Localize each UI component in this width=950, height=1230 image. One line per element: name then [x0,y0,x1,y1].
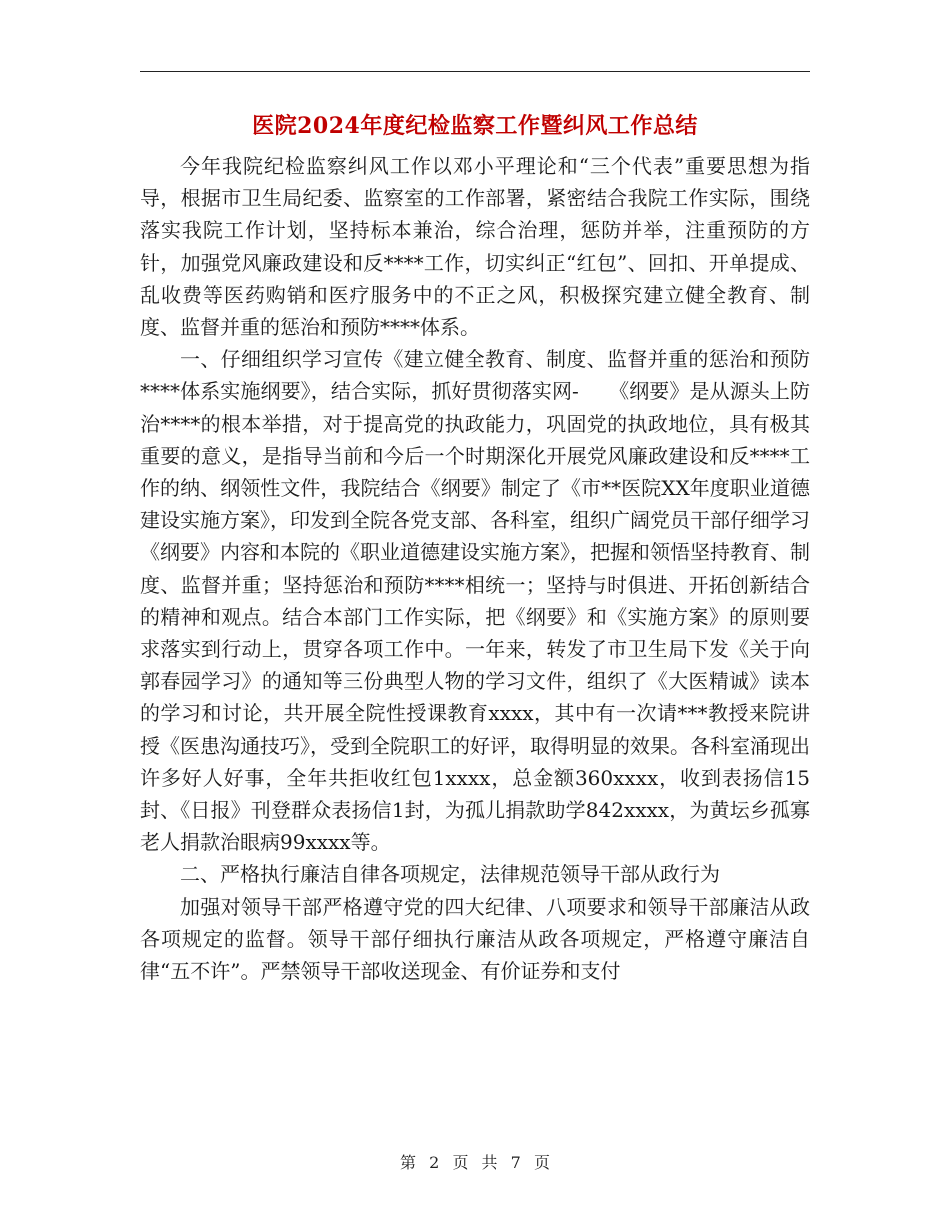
paragraph-section-2: 加强对领导干部严格遵守党的四大纪律、八项要求和领导干部廉洁从政各项规定的监督。领导干部仔细执行廉洁从政各项规定，严格遵守廉洁自律“五不许”。严禁领导干部收送现金、有价证券和支付 [140,894,810,984]
header-rule [140,71,810,72]
footer-current-page: 2 [429,1153,440,1172]
footer-total-prefix: 共 [481,1153,498,1172]
section-heading-2: 二、严格执行廉洁自律各项规定，法律规范领导干部从政行为 [180,862,720,887]
document-body [140,150,810,987]
page-footer [0,1150,950,1173]
footer-suffix: 页 [533,1153,550,1172]
paragraph-section-1: 一、仔细组织学习宣传《建立健全教育、制度、监督并重的惩治和预防****体系实施纲要》，结合实际，抓好贯彻落实网- 《纲要》是从源头上防治****的根本举措，对于提高党的执政能力，巩固党的执政地位，具有极其重要的意义，是指导当前和今后一个时期深化开展党风廉政建设和反****工作的纳、纲领性文件，我院结合《纲要》制定了《市**医院XX年度职业道德建设实施方案》，印发到全院各党支部、各科室，组织广阔党员干部仔细学习《纲要》内容和本院的《职业道德建设实施方案》，把握和领悟坚持教育、制度、监督并重；坚持惩治和预防****相统一；坚持与时俱进、开拓创新结合的精神和观点。结合本部门工作实际，把《纲要》和《实施方案》的原则要求落实到行动上，贯穿各项工作中。一年来，转发了市卫生局下发《关于向郭春园学习》的通知等三份典型人物的学习文件，组织了《大医精诚》读本的学习和讨论，共开展全院性授课教育xxxx，其中有一次请***教授来院讲授《医患沟通技巧》，受到全院职工的好评，取得明显的效果。各科室涌现出许多好人好事，全年共拒收红包1xxxx，总金额360xxxx，收到表扬信15封、《日报》刊登群众表扬信1封，为孤儿捐款助学842xxxx，为黄坛乡孤寡老人捐款治眼病99xxxx等。 [140,347,810,855]
footer-prefix: 第 [400,1153,417,1172]
document-title: 医院2024年度纪检监察工作暨纠风工作总结 [252,113,698,139]
footer-total-pages: 7 [510,1153,521,1172]
paragraph-intro: 今年我院纪检监察纠风工作以邓小平理论和“三个代表”重要思想为指导，根据市卫生局纪委、监察室的工作部署，紧密结合我院工作实际，围绕落实我院工作计划，坚持标本兼治，综合治理，惩防并举，注重预防的方针，加强党风廉政建设和反****工作，切实纠正“红包”、回扣、开单提成、乱收费等医药购销和医疗服务中的不正之风，积极探究建立健全教育、制度、监督并重的惩治和预防****体系。 [140,154,810,340]
footer-page-word: 页 [452,1153,469,1172]
